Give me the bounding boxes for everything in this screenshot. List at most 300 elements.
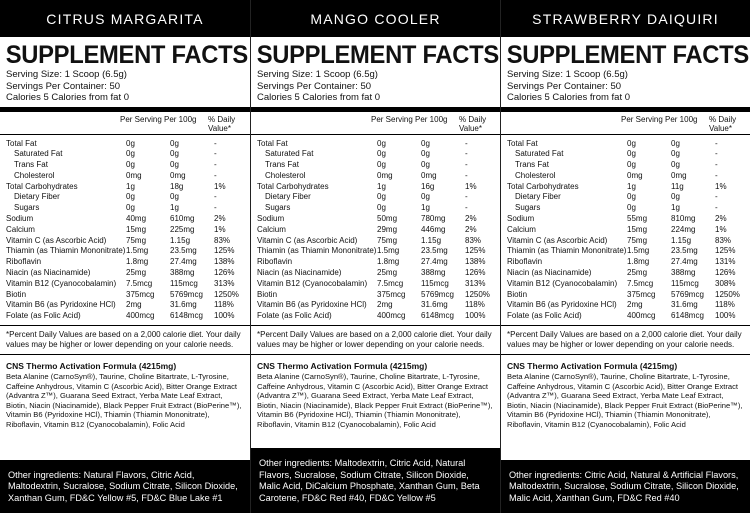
header-per-100g: Per 100g — [665, 114, 698, 124]
nutrient-row — [507, 236, 750, 247]
nutrient-row — [507, 203, 750, 214]
nutrient-name: Total Fat — [507, 138, 538, 148]
amount-per-serving: 1.5mg — [377, 246, 400, 256]
daily-value-percent: - — [214, 192, 217, 202]
amount-per-100g: 23.5mg — [170, 246, 197, 256]
supplement-facts-panel — [500, 0, 750, 513]
header-daily-value: % Daily Value* — [208, 114, 236, 133]
nutrient-row — [6, 182, 250, 193]
amount-per-100g: 27.4mg — [170, 257, 197, 267]
amount-per-100g: 0g — [421, 149, 430, 159]
nutrient-row — [6, 160, 250, 171]
amount-per-serving: 0mg — [126, 170, 142, 180]
nutrient-row — [507, 311, 750, 322]
amount-per-100g: 18g — [170, 181, 184, 191]
daily-value-percent: 126% — [715, 268, 736, 278]
other-ingredients: Other ingredients: Citric Acid, Natural & Artificial Flavors, Maltodextrin, Sucralose, Sodium Citrate, Silicon Dioxide, Malic Acid, Xanthan Gum, FD&C Red #40 — [501, 460, 750, 513]
nutrient-name: Dietary Fiber — [515, 192, 561, 202]
nutrient-name: Niacin (as Niacinamide) — [507, 268, 592, 278]
amount-per-serving: 0g — [377, 192, 386, 202]
nutrient-row — [257, 225, 500, 236]
nutrient-row — [6, 311, 250, 322]
nutrient-name: Niacin (as Niacinamide) — [257, 268, 342, 278]
nutrient-name: Trans Fat — [14, 160, 48, 170]
amount-per-serving: 0g — [377, 149, 386, 159]
nutrient-name: Vitamin B6 (as Pyridoxine HCl) — [257, 300, 367, 310]
amount-per-serving: 0g — [126, 192, 135, 202]
nutrient-name: Sodium — [507, 214, 535, 224]
daily-value-percent: 100% — [214, 311, 235, 321]
amount-per-100g: 780mg — [421, 214, 446, 224]
cns-formula-ingredients: Beta Alanine (CarnoSyn®), Taurine, Choline Bitartrate, L-Tyrosine, Caffeine Anhydrous, Vitamin C (Ascorbic Acid), Bitter Orange Extract (Advantra Z™), Guarana Seed Extract, Yerba Mate Leaf Extract, Biotin, Niacin (Niacinamide), Black Pepper Fruit Extract (BioPerine™), Vitamin B6 (Pyridoxine HCl), Thiamin (Thiamin Mononitrate), Riboflavin, Vitamin B12 (Cyanocobalamin), Folic Acid — [507, 372, 743, 430]
column-headers — [251, 112, 500, 134]
amount-per-100g: 225mg — [170, 224, 195, 234]
daily-value-percent: 100% — [715, 311, 736, 321]
nutrient-row — [257, 311, 500, 322]
daily-value-percent: - — [715, 138, 718, 148]
daily-value-percent: 125% — [715, 246, 736, 256]
cns-formula-title: CNS Thermo Activation Formula (4215mg) — [257, 361, 428, 372]
daily-value-percent: - — [214, 170, 217, 180]
daily-value-percent: 83% — [214, 235, 231, 245]
daily-value-percent: 1% — [715, 224, 727, 234]
nutrient-row — [257, 214, 500, 225]
nutrient-name: Trans Fat — [515, 160, 549, 170]
serving-size: Serving Size: 1 Scoop (6.5g) — [507, 69, 628, 80]
amount-per-serving: 375mcg — [126, 289, 155, 299]
nutrient-row — [507, 160, 750, 171]
nutrient-name: Riboflavin — [257, 257, 293, 267]
amount-per-serving: 0g — [627, 192, 636, 202]
daily-value-percent: - — [214, 138, 217, 148]
daily-value-percent: 2% — [715, 214, 727, 224]
nutrient-row — [507, 139, 750, 150]
daily-value-percent: 1% — [465, 181, 477, 191]
cns-formula-title: CNS Thermo Activation Formula (4215mg) — [6, 361, 177, 372]
daily-value-percent: 313% — [214, 278, 235, 288]
nutrient-row — [6, 171, 250, 182]
supplement-facts-panel — [0, 0, 250, 513]
nutrient-row — [257, 182, 500, 193]
daily-value-percent: 1250% — [214, 289, 239, 299]
nutrient-name: Calcium — [6, 224, 35, 234]
nutrient-name: Total Carbohydrates — [6, 181, 78, 191]
amount-per-100g: 0g — [170, 192, 179, 202]
amount-per-serving: 1.8mg — [627, 257, 650, 267]
daily-value-footnote: *Percent Daily Values are based on a 2,000 calorie diet. Your daily values may be higher or lower depending on your calorie needs. — [257, 330, 492, 350]
amount-per-serving: 2mg — [126, 300, 142, 310]
amount-per-100g: 16g — [421, 181, 435, 191]
nutrient-row — [257, 257, 500, 268]
daily-value-percent: 1% — [214, 224, 226, 234]
daily-value-percent: - — [715, 149, 718, 159]
amount-per-100g: 11g — [671, 181, 684, 191]
nutrient-name: Calcium — [507, 224, 536, 234]
amount-per-100g: 115mcg — [170, 278, 198, 288]
nutrient-row — [257, 139, 500, 150]
amount-per-serving: 0g — [377, 203, 386, 213]
nutrient-row — [6, 203, 250, 214]
amount-per-serving: 1g — [377, 181, 386, 191]
amount-per-100g: 1g — [170, 203, 179, 213]
nutrient-name: Sugars — [265, 203, 291, 213]
amount-per-serving: 7.5mcg — [377, 278, 404, 288]
daily-value-percent: 1250% — [715, 289, 740, 299]
amount-per-serving: 1g — [126, 181, 135, 191]
daily-value-percent: 100% — [465, 311, 486, 321]
amount-per-100g: 115mcg — [421, 278, 449, 288]
flavor-title — [501, 0, 750, 37]
calories-line: Calories 5 Calories from fat 0 — [257, 92, 381, 103]
nutrient-row — [6, 149, 250, 160]
nutrient-row — [507, 214, 750, 225]
amount-per-100g: 224mg — [671, 224, 696, 234]
nutrient-row — [257, 160, 500, 171]
amount-per-100g: 23.5mg — [671, 246, 698, 256]
amount-per-serving: 400mcg — [377, 311, 406, 321]
nutrient-name: Biotin — [507, 289, 528, 299]
amount-per-serving: 1.8mg — [377, 257, 400, 267]
daily-value-percent: 125% — [465, 246, 486, 256]
nutrient-row — [257, 279, 500, 290]
amount-per-serving: 0mg — [627, 170, 643, 180]
amount-per-100g: 115mcg — [671, 278, 699, 288]
amount-per-100g: 610mg — [170, 214, 195, 224]
nutrient-name: Sugars — [515, 203, 541, 213]
nutrient-row — [257, 192, 500, 203]
other-ingredients: Other ingredients: Maltodextrin, Citric Acid, Natural Flavors, Sucralose, Sodium Citrate, Silicon Dioxide, Malic Acid, DiCalcium Phosphate, Xanthan Gum, Beta Carotene, FD&C Red #40, FD&C Yellow #5 — [251, 448, 500, 513]
nutrient-row — [257, 246, 500, 257]
servings-per-container: Servings Per Container: 50 — [507, 80, 622, 92]
amount-per-serving: 0g — [627, 203, 636, 213]
nutrient-name: Cholesterol — [265, 170, 306, 180]
daily-value-percent: 125% — [214, 246, 235, 256]
header-per-serving: Per Serving — [371, 114, 413, 124]
amount-per-100g: 0g — [170, 149, 179, 159]
daily-value-percent: 118% — [214, 300, 234, 310]
header-per-100g: Per 100g — [164, 114, 197, 124]
nutrient-name: Vitamin B12 (Cyanocobalamin) — [257, 278, 368, 288]
nutrient-row — [257, 203, 500, 214]
amount-per-serving: 75mg — [377, 235, 398, 245]
amount-per-100g: 446mg — [421, 224, 446, 234]
nutrient-row — [507, 257, 750, 268]
nutrient-name: Trans Fat — [265, 160, 299, 170]
amount-per-serving: 0g — [126, 138, 135, 148]
daily-value-percent: - — [465, 170, 468, 180]
other-ingredients: Other ingredients: Natural Flavors, Citric Acid, Maltodextrin, Sucralose, Sodium Citrate, Silicon Dioxide, Xanthan Gum, FD&C Yellow #5, FD&C Blue Lake #1 — [0, 460, 250, 513]
nutrient-name: Vitamin C (as Ascorbic Acid) — [257, 235, 358, 245]
serving-size: Serving Size: 1 Scoop (6.5g) — [6, 69, 127, 80]
daily-value-percent: 138% — [214, 257, 235, 267]
nutrient-name: Thiamin (as Thiamin Mononitrate) — [257, 246, 377, 256]
daily-value-percent: 2% — [214, 214, 226, 224]
amount-per-serving: 15mg — [126, 224, 147, 234]
amount-per-serving: 375mcg — [627, 289, 656, 299]
amount-per-100g: 0g — [671, 149, 680, 159]
nutrient-row — [507, 268, 750, 279]
nutrient-row — [6, 279, 250, 290]
servings-per-container: Servings Per Container: 50 — [257, 80, 372, 92]
amount-per-serving: 25mg — [377, 268, 398, 278]
daily-value-percent: 83% — [715, 235, 732, 245]
nutrient-name: Biotin — [6, 289, 27, 299]
amount-per-serving: 0g — [627, 138, 636, 148]
amount-per-serving: 0g — [126, 160, 135, 170]
calories-line: Calories 5 Calories from fat 0 — [507, 92, 631, 103]
calories-line: Calories 5 Calories from fat 0 — [6, 92, 130, 103]
daily-value-percent: - — [214, 203, 217, 213]
flavor-title — [0, 0, 250, 37]
nutrient-name: Sodium — [6, 214, 34, 224]
daily-value-percent: 118% — [715, 300, 735, 310]
nutrient-name: Total Carbohydrates — [507, 181, 579, 191]
daily-value-percent: - — [465, 149, 468, 159]
amount-per-100g: 5769mcg — [671, 289, 704, 299]
daily-value-percent: - — [465, 138, 468, 148]
amount-per-100g: 0g — [421, 160, 430, 170]
amount-per-serving: 1g — [627, 181, 636, 191]
amount-per-100g: 0mg — [671, 170, 687, 180]
nutrient-table — [251, 135, 500, 323]
amount-per-serving: 55mg — [627, 214, 648, 224]
nutrient-name: Sugars — [14, 203, 40, 213]
nutrient-name: Total Fat — [6, 138, 37, 148]
amount-per-serving: 15mg — [627, 224, 648, 234]
amount-per-serving: 2mg — [627, 300, 643, 310]
daily-value-percent: - — [465, 192, 468, 202]
daily-value-percent: - — [715, 170, 718, 180]
daily-value-percent: 126% — [465, 268, 486, 278]
daily-value-percent: 2% — [465, 214, 477, 224]
nutrient-row — [507, 246, 750, 257]
amount-per-serving: 375mcg — [377, 289, 406, 299]
amount-per-100g: 388mg — [421, 268, 446, 278]
nutrient-row — [257, 290, 500, 301]
nutrient-name: Vitamin B12 (Cyanocobalamin) — [507, 278, 618, 288]
amount-per-100g: 0g — [170, 138, 179, 148]
amount-per-serving: 0g — [126, 203, 135, 213]
daily-value-percent: 1% — [715, 181, 727, 191]
amount-per-serving: 0g — [126, 149, 135, 159]
amount-per-serving: 1.5mg — [126, 246, 149, 256]
nutrient-row — [507, 290, 750, 301]
nutrient-name: Dietary Fiber — [14, 192, 60, 202]
nutrient-table — [501, 135, 750, 323]
nutrient-name: Saturated Fat — [265, 149, 314, 159]
daily-value-percent: - — [715, 203, 718, 213]
amount-per-100g: 1.15g — [421, 235, 442, 245]
nutrient-name: Dietary Fiber — [265, 192, 311, 202]
nutrient-name: Vitamin C (as Ascorbic Acid) — [6, 235, 107, 245]
nutrient-row — [507, 182, 750, 193]
nutrient-row — [6, 257, 250, 268]
supplement-facts-heading: SUPPLEMENT FACTS — [256, 41, 499, 69]
header-daily-value: % Daily Value* — [709, 114, 737, 133]
amount-per-serving: 400mcg — [627, 311, 656, 321]
amount-per-100g: 0g — [671, 160, 680, 170]
nutrient-row — [6, 290, 250, 301]
nutrient-name: Vitamin B12 (Cyanocobalamin) — [6, 278, 117, 288]
daily-value-percent: 1% — [214, 181, 226, 191]
daily-value-percent: - — [715, 160, 718, 170]
nutrient-row — [6, 268, 250, 279]
flavor-title — [251, 0, 500, 37]
amount-per-serving: 0g — [627, 160, 636, 170]
daily-value-percent: 308% — [715, 278, 736, 288]
amount-per-serving: 75mg — [126, 235, 147, 245]
amount-per-serving: 0g — [377, 160, 386, 170]
daily-value-percent: 2% — [465, 224, 477, 234]
nutrient-name: Riboflavin — [507, 257, 543, 267]
nutrient-row — [507, 225, 750, 236]
nutrient-row — [257, 268, 500, 279]
daily-value-percent: 138% — [465, 257, 486, 267]
amount-per-100g: 810mg — [671, 214, 696, 224]
nutrient-row — [507, 279, 750, 290]
nutrient-row — [507, 149, 750, 160]
amount-per-100g: 0g — [421, 138, 430, 148]
amount-per-serving: 0g — [627, 149, 636, 159]
nutrient-row — [6, 139, 250, 150]
nutrient-row — [6, 192, 250, 203]
nutrient-name: Thiamin (as Thiamin Mononitrate) — [6, 246, 126, 256]
nutrient-name: Total Fat — [257, 138, 288, 148]
daily-value-percent: 1250% — [465, 289, 490, 299]
daily-value-percent: 131% — [715, 257, 736, 267]
amount-per-serving: 0mg — [377, 170, 393, 180]
nutrient-name: Vitamin B6 (as Pyridoxine HCl) — [6, 300, 116, 310]
daily-value-percent: - — [715, 192, 718, 202]
amount-per-100g: 0mg — [170, 170, 186, 180]
amount-per-100g: 0g — [421, 192, 430, 202]
nutrient-row — [6, 300, 250, 311]
amount-per-serving: 1.5mg — [627, 246, 650, 256]
amount-per-100g: 23.5mg — [421, 246, 448, 256]
nutrient-name: Vitamin B6 (as Pyridoxine HCl) — [507, 300, 617, 310]
cns-formula-title: CNS Thermo Activation Formula (4215mg) — [507, 361, 678, 372]
daily-value-percent: - — [465, 203, 468, 213]
header-per-serving: Per Serving — [120, 114, 162, 124]
amount-per-100g: 5769mcg — [421, 289, 454, 299]
flavor-name: MANGO COOLER — [310, 10, 441, 27]
nutrient-row — [257, 236, 500, 247]
amount-per-100g: 1.15g — [170, 235, 191, 245]
nutrient-name: Folate (as Folic Acid) — [507, 311, 582, 321]
nutrient-row — [6, 246, 250, 257]
nutrient-row — [6, 214, 250, 225]
daily-value-percent: - — [465, 160, 468, 170]
header-per-100g: Per 100g — [415, 114, 448, 124]
nutrient-row — [6, 225, 250, 236]
flavor-name: CITRUS MARGARITA — [46, 10, 204, 27]
daily-value-footnote: *Percent Daily Values are based on a 2,000 calorie diet. Your daily values may be higher or lower depending on your calorie needs. — [507, 330, 742, 350]
amount-per-100g: 27.4mg — [671, 257, 698, 267]
amount-per-100g: 5769mcg — [170, 289, 203, 299]
nutrient-name: Cholesterol — [14, 170, 55, 180]
amount-per-serving: 7.5mcg — [126, 278, 153, 288]
nutrient-name: Folate (as Folic Acid) — [257, 311, 332, 321]
nutrient-table — [0, 135, 250, 323]
amount-per-100g: 388mg — [170, 268, 195, 278]
amount-per-100g: 31.6mg — [671, 300, 698, 310]
amount-per-100g: 1g — [421, 203, 430, 213]
nutrient-row — [6, 236, 250, 247]
daily-value-percent: 313% — [465, 278, 486, 288]
nutrient-name: Total Carbohydrates — [257, 181, 329, 191]
nutrient-name: Cholesterol — [515, 170, 556, 180]
daily-value-percent: 118% — [465, 300, 485, 310]
supplement-facts-heading: SUPPLEMENT FACTS — [506, 41, 749, 69]
amount-per-serving: 50mg — [377, 214, 398, 224]
nutrient-name: Niacin (as Niacinamide) — [6, 268, 91, 278]
amount-per-100g: 0mg — [421, 170, 437, 180]
amount-per-serving: 0g — [377, 138, 386, 148]
daily-value-percent: 83% — [465, 235, 482, 245]
nutrient-name: Saturated Fat — [14, 149, 63, 159]
nutrient-name: Vitamin C (as Ascorbic Acid) — [507, 235, 608, 245]
column-headers — [0, 112, 250, 134]
daily-value-footnote: *Percent Daily Values are based on a 2,000 calorie diet. Your daily values may be higher or lower depending on your calorie needs. — [6, 330, 241, 350]
nutrient-name: Saturated Fat — [515, 149, 564, 159]
amount-per-100g: 1g — [671, 203, 680, 213]
amount-per-100g: 31.6mg — [421, 300, 448, 310]
nutrient-name: Sodium — [257, 214, 285, 224]
amount-per-100g: 1.15g — [671, 235, 692, 245]
nutrient-row — [257, 149, 500, 160]
nutrient-row — [507, 300, 750, 311]
amount-per-100g: 0g — [671, 192, 680, 202]
amount-per-serving: 7.5mcg — [627, 278, 654, 288]
nutrient-row — [257, 300, 500, 311]
amount-per-serving: 40mg — [126, 214, 147, 224]
amount-per-100g: 31.6mg — [170, 300, 197, 310]
nutrient-name: Riboflavin — [6, 257, 42, 267]
nutrient-row — [257, 171, 500, 182]
nutrient-name: Thiamin (as Thiamin Mononitrate) — [507, 246, 627, 256]
amount-per-serving: 29mg — [377, 224, 398, 234]
nutrient-name: Biotin — [257, 289, 278, 299]
amount-per-serving: 25mg — [126, 268, 147, 278]
amount-per-serving: 25mg — [627, 268, 648, 278]
amount-per-serving: 2mg — [377, 300, 393, 310]
amount-per-serving: 400mcg — [126, 311, 155, 321]
amount-per-serving: 75mg — [627, 235, 648, 245]
amount-per-100g: 0g — [671, 138, 680, 148]
supplement-facts-panel — [250, 0, 500, 513]
nutrient-name: Calcium — [257, 224, 286, 234]
nutrient-row — [507, 192, 750, 203]
serving-size: Serving Size: 1 Scoop (6.5g) — [257, 69, 378, 80]
amount-per-serving: 1.8mg — [126, 257, 149, 267]
amount-per-100g: 27.4mg — [421, 257, 448, 267]
nutrient-name: Folate (as Folic Acid) — [6, 311, 81, 321]
cns-formula-ingredients: Beta Alanine (CarnoSyn®), Taurine, Choline Bitartrate, L-Tyrosine, Caffeine Anhydrous, Vitamin C (Ascorbic Acid), Bitter Orange Extract (Advantra Z™), Guarana Seed Extract, Yerba Mate Leaf Extract, Biotin, Niacin (Niacinamide), Black Pepper Fruit Extract (BioPerine™), Vitamin B6 (Pyridoxine HCl), Thiamin (Thiamin Mononitrate), Riboflavin, Vitamin B12 (Cyanocobalamin), Folic Acid — [6, 372, 242, 430]
amount-per-100g: 0g — [170, 160, 179, 170]
header-per-serving: Per Serving — [621, 114, 663, 124]
flavor-name: STRAWBERRY DAIQUIRI — [532, 10, 719, 27]
amount-per-100g: 388mg — [671, 268, 696, 278]
daily-value-percent: - — [214, 149, 217, 159]
amount-per-100g: 6148mcg — [671, 311, 704, 321]
servings-per-container: Servings Per Container: 50 — [6, 80, 121, 92]
header-daily-value: % Daily Value* — [459, 114, 487, 133]
column-headers — [501, 112, 750, 134]
amount-per-100g: 6148mcg — [170, 311, 203, 321]
nutrient-row — [507, 171, 750, 182]
amount-per-100g: 6148mcg — [421, 311, 454, 321]
supplement-facts-heading: SUPPLEMENT FACTS — [5, 41, 248, 69]
